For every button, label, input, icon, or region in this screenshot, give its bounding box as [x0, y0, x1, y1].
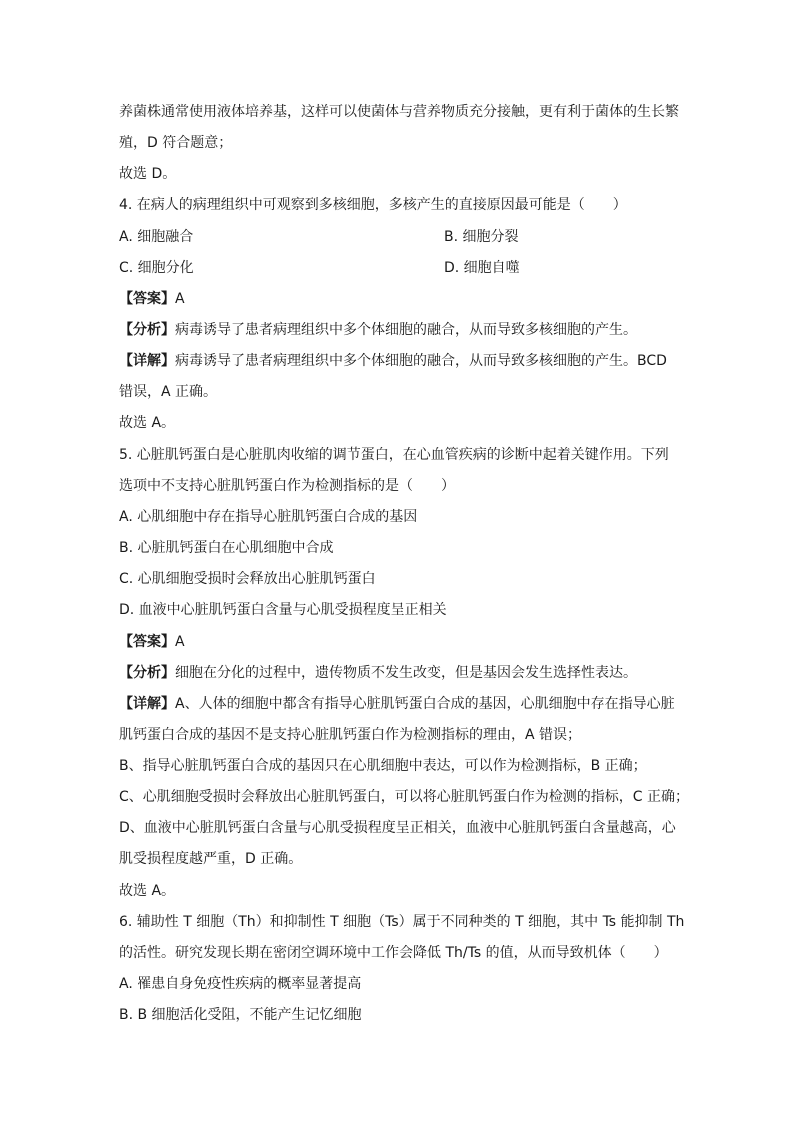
question-4-option-b: B. 细胞分裂 [444, 229, 519, 245]
answer-value: A [175, 634, 185, 650]
question-4-option-d: D. 细胞自噬 [444, 260, 520, 276]
detail-text: 病毒诱导了患者病理组织中多个体细胞的融合，从而导致多核细胞的产生。BCD [175, 353, 667, 369]
question-4-answer [119, 289, 185, 309]
question-5-answer [119, 632, 185, 652]
question-5-select: 故选 A。 [119, 883, 176, 899]
question-5-stem-cont: 选项中不支持心脏肌钙蛋白作为检测指标的是（ ） [119, 478, 455, 494]
question-5-option-c: C. 心肌细胞受损时会释放出心脏肌钙蛋白 [119, 571, 376, 587]
text-line: 错误，A 正确。 [119, 384, 218, 400]
question-6-option-b: B. B 细胞活化受阻，不能产生记忆细胞 [119, 1007, 362, 1023]
question-5-option-d: D. 血液中心脏肌钙蛋白含量与心肌受损程度呈正相关 [119, 602, 447, 618]
text-line: 故选 D。 [119, 166, 177, 182]
detail-tag: 【详解】 [119, 696, 175, 712]
question-4-analysis [119, 320, 637, 340]
analysis-tag: 【分析】 [119, 665, 175, 681]
question-4-detail [119, 351, 667, 371]
question-4-select: 故选 A。 [119, 415, 176, 431]
answer-tag: 【答案】 [119, 291, 175, 307]
question-5-analysis [119, 663, 637, 683]
question-4-option-a: A. 细胞融合 [119, 229, 194, 245]
text-line: C、心肌细胞受损时会释放出心脏肌钙蛋白，可以将心脏肌钙蛋白作为检测的指标，C 正确； [119, 789, 689, 805]
question-5-detail [119, 694, 675, 714]
detail-text: A、人体的细胞中都含有指导心脏肌钙蛋白合成的基因，心肌细胞中存在指导心脏 [175, 696, 675, 712]
question-5-option-a: A. 心肌细胞中存在指导心脏肌钙蛋白合成的基因 [119, 509, 418, 525]
question-6-option-a: A. 罹患自身免疫性疾病的概率显著提高 [119, 976, 362, 992]
question-4-option-c: C. 细胞分化 [119, 260, 194, 276]
text-line: D、血液中心脏肌钙蛋白含量与心肌受损程度呈正相关，血液中心脏肌钙蛋白含量越高，心 [119, 820, 676, 836]
answer-value: A [175, 291, 185, 307]
question-6-stem-cont: 的活性。研究发现长期在密闭空调环境中工作会降低 Th/Ts 的值，从而导致机体（ ） [119, 945, 668, 961]
text-line: 殖，D 符合题意； [119, 135, 233, 151]
text-line: 肌钙蛋白合成的基因不是支持心脏肌钙蛋白作为检测指标的理由，A 错误； [119, 727, 582, 743]
question-4-stem: 4. 在病人的病理组织中可观察到多核细胞，多核产生的直接原因最可能是（ ） [119, 197, 627, 213]
analysis-text: 细胞在分化的过程中，遗传物质不发生改变，但是基因会发生选择性表达。 [175, 665, 637, 681]
detail-tag: 【详解】 [119, 353, 175, 369]
text-line: 肌受损程度越严重，D 正确。 [119, 851, 303, 867]
analysis-text: 病毒诱导了患者病理组织中多个体细胞的融合，从而导致多核细胞的产生。 [175, 322, 637, 338]
question-5-stem: 5. 心脏肌钙蛋白是心脏肌肉收缩的调节蛋白，在心血管疾病的诊断中起着关键作用。下列 [119, 447, 669, 463]
analysis-tag: 【分析】 [119, 322, 175, 338]
question-6-stem: 6. 辅助性 T 细胞（Th）和抑制性 T 细胞（Ts）属于不同种类的 T 细胞，其中 Ts 能抑制 Th [119, 914, 685, 930]
text-line: 养菌株通常使用液体培养基，这样可以使菌体与营养物质充分接触，更有利于菌体的生长繁 [119, 104, 679, 120]
question-5-option-b: B. 心脏肌钙蛋白在心肌细胞中合成 [119, 540, 334, 556]
text-line: B、指导心脏肌钙蛋白合成的基因只在心肌细胞中表达，可以作为检测指标，B 正确； [119, 758, 647, 774]
answer-tag: 【答案】 [119, 634, 175, 650]
